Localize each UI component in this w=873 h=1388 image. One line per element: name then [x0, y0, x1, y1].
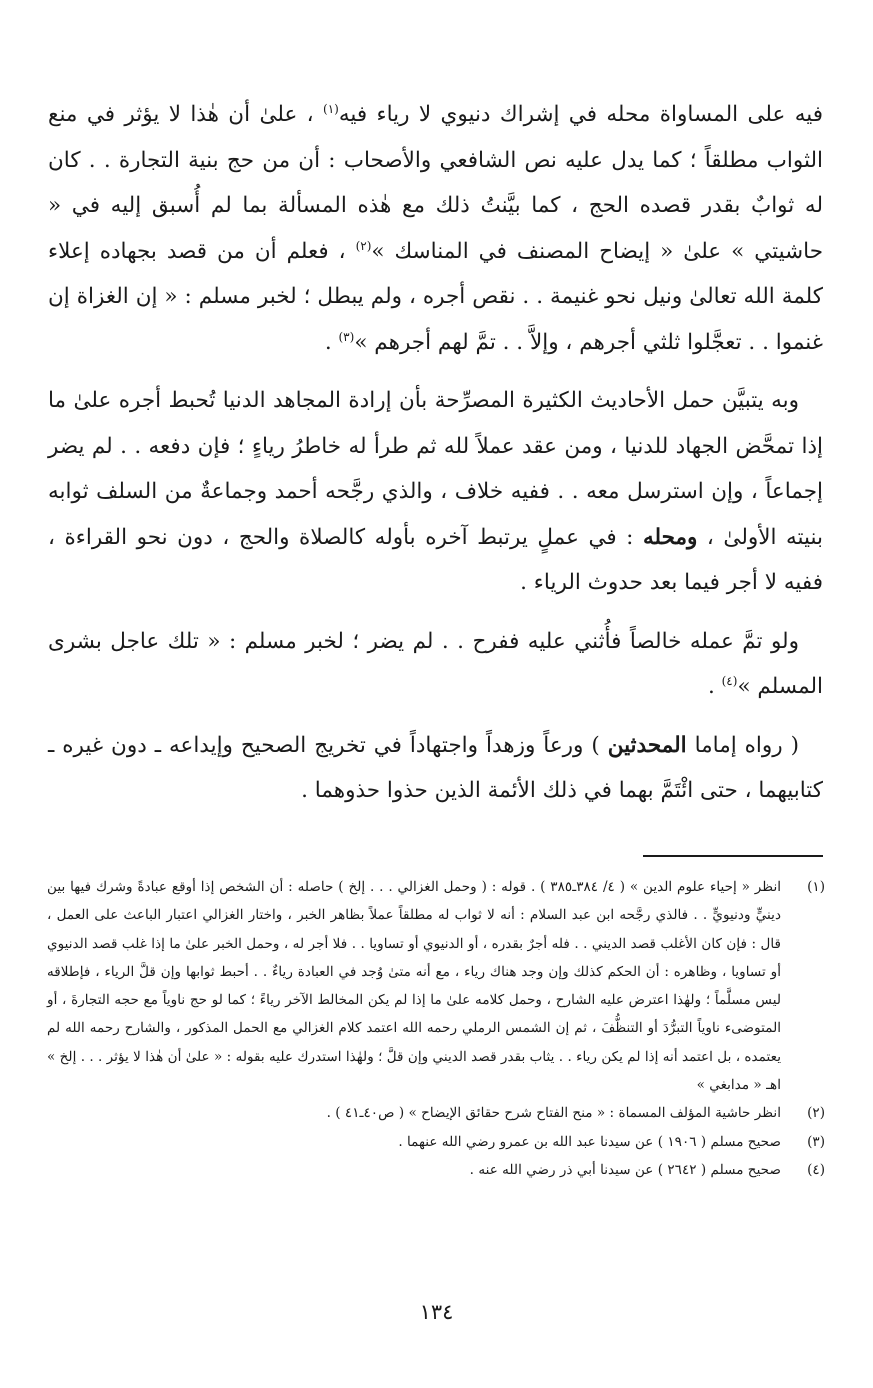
footnote-ref-1[interactable]: (١): [323, 101, 339, 116]
paragraph-1: [48, 92, 823, 365]
footnote-number: (٤): [807, 1161, 825, 1178]
paragraph-4-text-a: ( رواه إماما: [686, 732, 799, 758]
paragraph-4-bold: المحدثين: [607, 732, 687, 758]
paragraph-3-text-b: .: [707, 674, 722, 699]
footnote-number: (٣): [807, 1133, 825, 1150]
paragraph-1-text-a: فيه على المساواة محله في إشراك دنيوي لا رياء فيه: [338, 102, 823, 127]
paragraph-2: [48, 378, 823, 606]
footnote-ref-4[interactable]: (٤): [721, 673, 738, 688]
paragraph-1-text-d: .: [324, 329, 339, 355]
paragraph-2-text-b: : في عملٍ يرتبط آخره بأوله كالصلاة والحج ، دون نحو القراءة ، ففيه لا أجر فيما بعد حدوث الرياء .: [48, 524, 823, 595]
footnote-2: [47, 1099, 825, 1127]
footnote-ref-3[interactable]: (٣): [338, 329, 355, 344]
paragraph-4: [48, 723, 823, 814]
footnote-4: [47, 1156, 825, 1184]
footnote-1: [47, 873, 825, 1099]
footnote-text: انظر حاشية المؤلف المسماة : « منح الفتاح شرح حقائق الإيضاح » ( ص٤٠ـ٤١ ) .: [326, 1105, 781, 1122]
paragraph-3: [48, 619, 823, 710]
footnotes: [47, 873, 825, 1184]
footnote-ref-2[interactable]: (٢): [355, 238, 372, 253]
footnote-text: صحيح مسلم ( ١٩٠٦ ) عن سيدنا عبد الله بن عمرو رضي الله عنهما .: [398, 1133, 781, 1150]
main-text: [48, 92, 823, 827]
footnote-3: [47, 1128, 825, 1156]
footnote-number: (٢): [807, 1105, 825, 1122]
paragraph-4-text-b: ) ورعاً وزهداً واجتهاداً في تخريج الصحيح وإيداعه ـ دون غيره ـ كتابيهما ، حتى ائْتَمَّ بهما في ذلك الأئمة الذين حذوا حذوهما .: [48, 732, 823, 803]
paragraph-1-text-c: ، فعلم أن من قصد بجهاده إعلاء كلمة الله تعالىٰ ونيل نحو غنيمة . . نقص أجره ، ولم يبطل ؛ لخبر مسلم : « إن الغزاة إن غنموا . . تعجَّلوا ثلثي أجرهم ، وإلاَّ . . تمَّ لهم أجرهم »: [48, 238, 823, 355]
footnote-text: انظر « إحياء علوم الدين » ( ٤/ ٣٨٤ـ٣٨٥ ) . قوله : ( وحمل الغزالي . . . إلخ ) حاصله : أن الشخص إذا أوقع عبادةً وشرك فيها بين دينيٍّ ودنيويٍّ . . فالذي رجَّحه ابن عبد السلام : أنه لا ثواب له مطلقاً عملاً بظاهر الخبر ، واختار الغزالي اعتبار الباعث على العمل ، قال : فإن كان الأغلب قصد الديني . . فله أجرٌ بقدره ، أو الدنيوي أو تساويا . . فلا أجر له ، وحمل الخبر علىٰ ما إذا غلب قصد الدنيوي أو تساويا ، وظاهره : أن الحكم كذلك وإن وجد هناك رياء ، مع أنه متىٰ وُجد في العبادة رياءٌ . . أحبط ثوابها وإن قلَّ الرياء ، فإطلاقه ليس مسلَّماً ؛ ولهٰذا اعترض عليه الشارح ، وحمل كلامه علىٰ ما إذا لم يكن المخالط الآخر رياءً ؛ كما لو حج ناوياً مع حجه التجارةَ ، أو المتوضىء ناوياً التبرُّدَ أو التنظُّفَ ، ثم إن الشمس الرملي رحمه الله اعتمد كلام الغزالي مع الحمل المذكور ، والشارح رحمه الله لم يعتمده ، بل اعتمد أنه إذا لم يكن رياء . . يثاب بقدر قصد الديني وإن قلَّ ؛ ولهٰذا استدرك عليه بقوله : « علىٰ أن هٰذا لا يؤثر . . . إلخ » اهـ « مدابغي »: [47, 879, 781, 1094]
footnote-separator: [643, 855, 823, 857]
page-number: ١٣٤: [419, 1300, 454, 1324]
paragraph-2-bold: ومحله: [642, 524, 698, 550]
footnote-text: صحيح مسلم ( ٢٦٤٢ ) عن سيدنا أبي ذر رضي الله عنه .: [469, 1161, 781, 1178]
paragraph-1-text-b: ، علىٰ أن هٰذا لا يؤثر في منع الثواب مطلقاً ؛ كما يدل عليه نص الشافعي والأصحاب : أن من حج بنية التجارة . . كان له ثوابٌ بقدر قصده الحج ، كما بيَّنتُ ذلك مع هٰذه المسألة بما لم أُسبق إليه في « حاشيتي » علىٰ « إيضاح المصنف في المناسك »: [48, 102, 823, 264]
paragraph-3-text-a: ولو تمَّ عمله خالصاً فأُثني عليه ففرح . . لم يضر ؛ لخبر مسلم : « تلك عاجل بشرى المسلم »: [48, 628, 823, 699]
paragraph-2-text-a: وبه يتبيَّن حمل الأحاديث الكثيرة المصرِّحة بأن إرادة المجاهد الدنيا تُحبط أجره علىٰ ما إذا تمحَّض الجهاد للدنيا ، ومن عقد عملاً لله ثم طرأ له خاطرُ رياءٍ ؛ فإن دفعه . . لم يضر إجماعاً ، وإن استرسل معه . . ففيه خلاف ، والذي رجَّحه أحمد وجماعةٌ من السلف ثوابه بنيته الأولىٰ ،: [48, 388, 823, 550]
footnote-number: (١): [807, 879, 825, 895]
